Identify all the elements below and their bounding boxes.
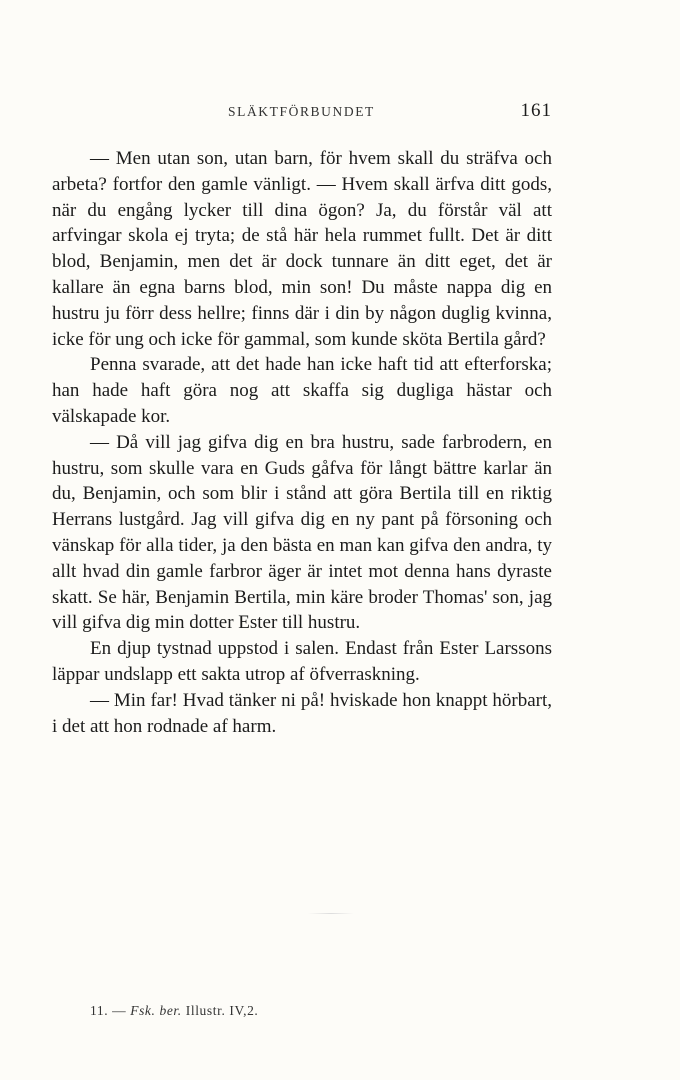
paragraph: — Då vill jag gifva dig en bra hustru, sade farbrodern, en hustru, som skulle vara en Guds gåfva för långt bättre karlar än du, Benjamin, och som blir i stånd att göra Bertila till en riktig Herrans lustgård. Jag vill gifva dig en ny pant på försoning och vänskap för alla tider, ja den bästa en man kan gifva den andra, ty allt hvad din gamle farbror äger är intet mot denna hans dyraste skatt. Se här, Benjamin Bertila, min käre broder Thomas' son, jag vill gifva dig min dotter Ester till hustru.: [52, 431, 552, 634]
running-title: SLÄKTFÖRBUNDET: [228, 104, 375, 119]
page-number: 161: [520, 100, 552, 121]
sheet-number: 11. —: [90, 1003, 127, 1018]
printer-signature: [90, 1003, 258, 1019]
series-abbreviation: Fsk. ber.: [130, 1003, 182, 1018]
series-label: Illustr. IV,2.: [185, 1003, 259, 1018]
paragraph: — Min far! Hvad tänker ni på! hviskade hon knappt hörbart, i det att hon rodnade af harm.: [52, 689, 552, 737]
body-text: [52, 146, 552, 739]
paragraph: En djup tystnad uppstod i salen. Endast från Ester Larssons läppar undslapp ett sakta utrop af öfverraskning.: [52, 638, 552, 685]
ink-smudge: [308, 913, 354, 914]
paragraph: — Men utan son, utan barn, för hvem skall du sträfva och arbeta? fortfor den gamle vänligt. — Hvem skall ärfva ditt gods, när du engång lycker till dina ögon? Ja, du förstår väl att arfvingar skola ej tryta; de stå här hela rummet fullt. Det är ditt blod, Benjamin, men det är dock tunnare än ditt eget, det är kallare än egna barns blod, min son! Du måste nappa dig en hustru ju förr dess hellre; finns där i din by någon duglig kvinna, icke för ung och icke för gammal, som kunde sköta Bertila gård?: [52, 148, 552, 350]
paragraph: Penna svarade, att det hade han icke haft tid att efterforska; han hade haft göra nog att skaffa sig dugliga hästar och välskapade kor.: [52, 354, 552, 427]
